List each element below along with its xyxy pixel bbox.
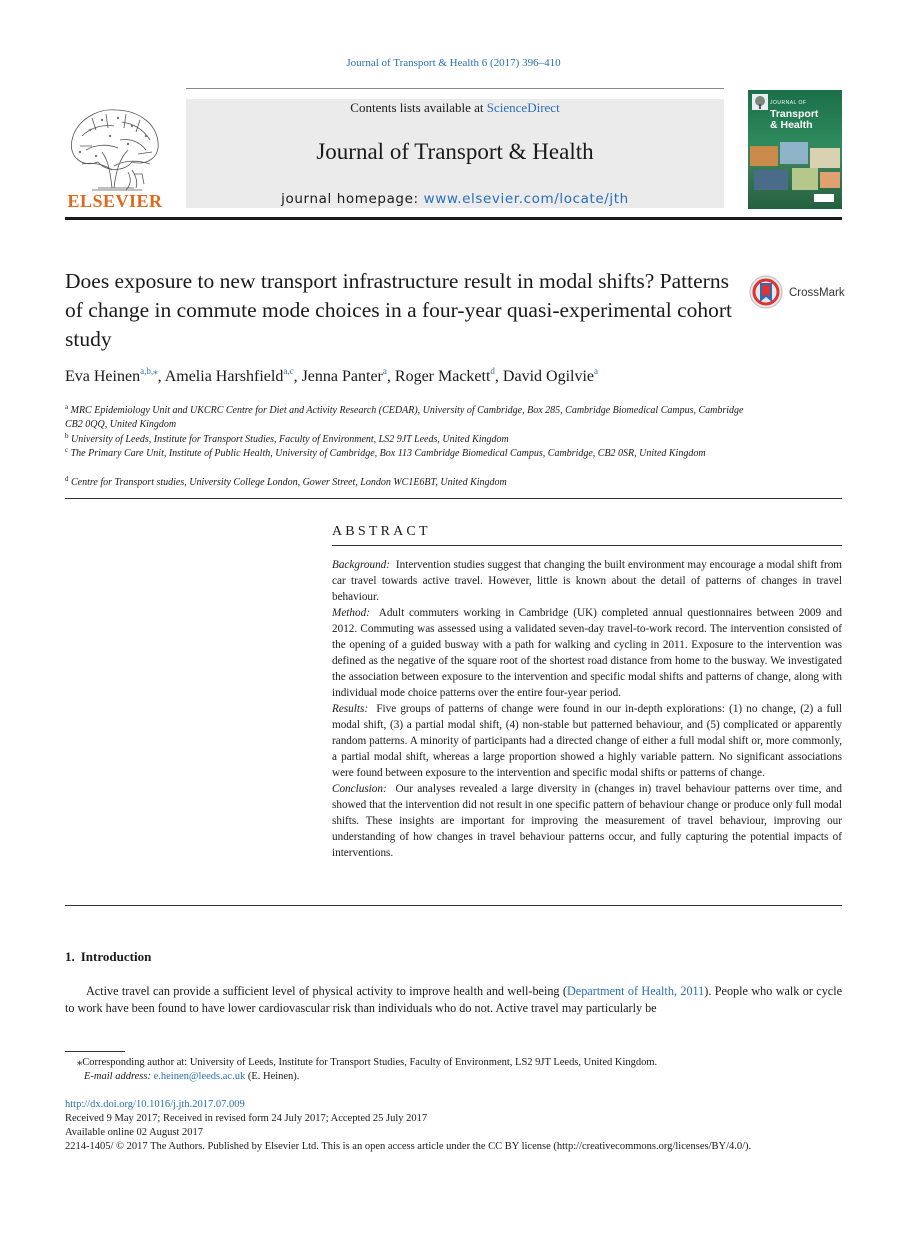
affiliation-d: $^d$ Centre for Transport studies, University College London, Gower Street, London WC1E6BT, United Kingdom	[65, 475, 507, 488]
elsevier-wordmark: ELSEVIER	[67, 191, 163, 211]
abstract-heading: ABSTRACT	[332, 524, 431, 539]
copyright-line: 2214-1405/ © 2017 The Authors. Published by Elsevier Ltd. This is an open access article under the CC BY license (http://creativecommons.org/licenses/BY/4.0/).	[65, 1141, 752, 1152]
author-name: Jenna Panter	[301, 368, 383, 385]
abstract-body	[332, 557, 842, 861]
author-affiliation-marks[interactable]: d	[490, 366, 495, 376]
abstract-conclusion: Conclusion: Our analyses revealed a large diversity in (changes in) travel behaviour patterns over time, and showed that the intervention did not result in one specific pattern of behaviour change or produce only full modal shifts. These insights are important for improving the measurement of travel behaviour, improving our understanding of how changes in travel behaviour patterns occur, and fully capturing the potential impacts of interventions.	[332, 783, 842, 859]
abstract-rule	[332, 545, 842, 546]
cover-title: JOURNAL OF Transport & Health	[770, 100, 819, 131]
received-dates: Received 9 May 2017; Received in revised form 24 July 2017; Accepted 25 July 2017	[65, 1113, 428, 1124]
journal-citation[interactable]: Journal of Transport & Health 6 (2017) 396–410	[346, 57, 561, 69]
section-rule	[65, 905, 842, 906]
header-rule	[65, 217, 842, 220]
journal-homepage-link[interactable]: www.elsevier.com/locate/jth	[423, 191, 629, 207]
journal-homepage-line: journal homepage: www.elsevier.com/locate/jth	[281, 191, 629, 207]
journal-cover-thumbnail	[748, 90, 842, 209]
affiliation-c: $^c$ The Primary Care Unit, Institute of Public Health, University of Cambridge, Box 113 Cambridge Biomedical Campus, Cambridge, CB2 0SR, United Kingdom	[65, 446, 706, 459]
section-heading-introduction: 1. Introduction	[65, 949, 152, 964]
journal-title: Journal of Transport & Health	[316, 139, 594, 164]
affiliation-a: $^a$ MRC Epidemiology Unit and UKCRC Centre for Diet and Activity Research (CEDAR), University of Cambridge, Box 285, Cambridge Biomedical Campus, Cambridge CB2 0QQ, United Kingdom	[65, 403, 744, 430]
cover-photo-collage-icon	[748, 140, 842, 209]
doi-link[interactable]: http://dx.doi.org/10.1016/j.jth.2017.07.009	[65, 1099, 245, 1110]
cover-tree-icon	[752, 94, 768, 110]
sciencedirect-link[interactable]: ScienceDirect	[486, 100, 560, 115]
author-name: Amelia Harshfield	[164, 368, 284, 385]
introduction-paragraph: Active travel can provide a sufficient level of physical activity to improve health and well-being (Department of Health, 2011). People who walk or cycle to work have been found to have lower cardiovascular risk than individuals who do not. Active travel may particularly be	[65, 984, 843, 1015]
email-note: E-mail address: e.heinen@leeds.ac.uk (E. Heinen).	[84, 1071, 300, 1082]
author-name: Roger Mackett	[394, 368, 491, 385]
author-affiliation-marks[interactable]: a	[594, 366, 599, 376]
available-online-date: Available online 02 August 2017	[65, 1127, 204, 1138]
abstract-method: Method: Adult commuters working in Cambridge (UK) completed annual questionnaires between 2009 and 2012. Commuting was assessed using a validated seven-day travel-to-work record. The intervention consisted of the opening of a guided busway with a path for walking and cycling in 2011. Exposure to the intervention was defined as the negative of the square root of the shortest road distance from home to the busway. We investigated the association between exposure to the intervention and specific modal shifts and patterns of change, along with individual mode choice patterns over the entire four-year period.	[332, 607, 842, 699]
abstract-background: Background: Intervention studies suggest that changing the built environment may encourage a modal shift from car travel towards active travel. However, little is known about the detail of patterns of changes in travel behaviour.	[332, 559, 842, 603]
contents-line: Contents lists available at ScienceDirect	[350, 100, 560, 115]
crossmark-label[interactable]: CrossMark	[789, 287, 845, 299]
header-top-line	[186, 88, 724, 89]
corresponding-author-note: ⁎Corresponding author at: University of Leeds, Institute for Transport Studies, Faculty of Environment, LS2 9JT Leeds, United Kingdom.	[77, 1057, 658, 1068]
footnote-rule	[65, 1051, 125, 1052]
author-affiliation-marks[interactable]: a,c	[283, 366, 294, 376]
author-affiliation-marks[interactable]: a,b,⁎	[140, 366, 158, 376]
article-title: Does exposure to new transport infrastructure result in modal shifts? Patterns of change in commute mode choices in a four-year quasi-experimental cohort study	[65, 269, 733, 351]
author-name: David Ogilvie	[502, 368, 595, 385]
author-list: Eva Heinen$^{a,b,⁎}$, Amelia Harshfield$^{a,c}$, Jenna Panter$^a$, Roger Mackett$^d$, David Ogilvie$^a$	[65, 366, 599, 385]
author-name: Eva Heinen	[65, 368, 141, 385]
affiliation-b: $^b$ University of Leeds, Institute for Transport Studies, Faculty of Environment, LS2 9JT Leeds, United Kingdom	[65, 432, 509, 445]
abstract-results: Results: Five groups of patterns of change were found in our in-depth explorations: (1) no change, (2) a full modal shift, (3) a partial modal shift, (4) non-stable but patterned behaviour, and (5) complicated or apparently random patterns. A minority of participants had a directed change of either a full modal shift or, more commonly, a partial modal shift, whereas a large proportion showed a highly variable pattern. No significant associations were found between exposure to the intervention and specific modal shifts or patterns of change.	[332, 703, 842, 779]
author-affiliation-marks[interactable]: a	[382, 366, 387, 376]
reference-link[interactable]: Department of Health, 2011	[566, 984, 705, 998]
email-link[interactable]: e.heinen@leeds.ac.uk	[153, 1071, 246, 1082]
section-rule	[65, 498, 842, 499]
